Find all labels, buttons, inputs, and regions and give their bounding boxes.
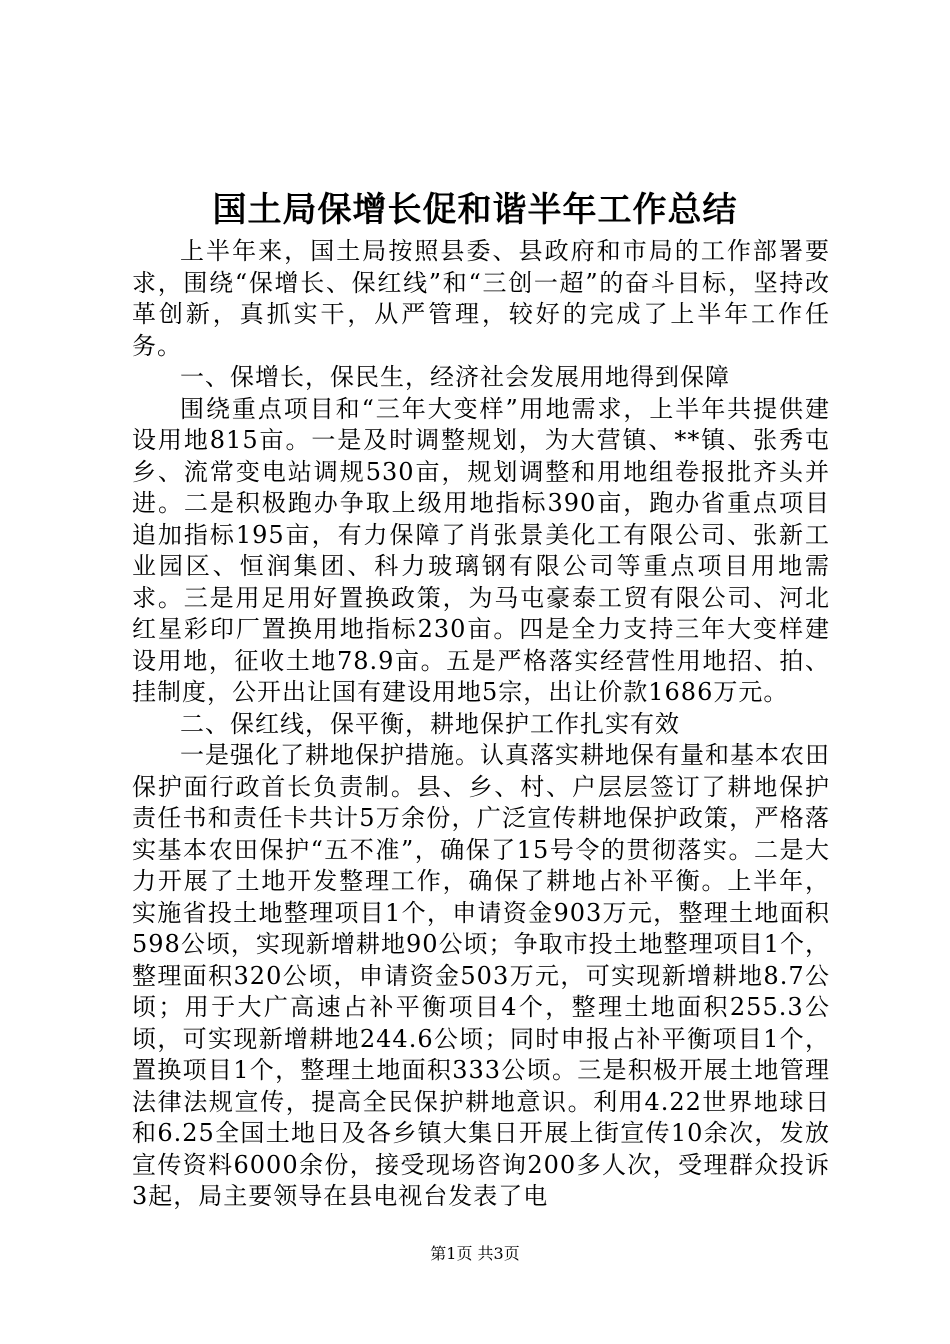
paragraph-section-1: 围绕重点项目和“三年大变样”用地需求，上半年共提供建设用地815亩。一是及时调整规划，为大营镇、**镇、张秀屯乡、流常变电站调规530亩，规划调整和用地组卷报批齐头并进。二是积极跑办争取上级用地指标390亩，跑办省重点项目追加指标195亩，有力保障了肖张景美化工有限公司、张新工业园区、恒润集团、科力玻璃钢有限公司等重点项目用地需求。三是用足用好置换政策，为马屯豪泰工贸有限公司、河北红星彩印厂置换用地指标230亩。四是全力支持三年大变样建设用地，征收土地78.9亩。五是严格落实经营性用地招、拍、挂制度，公开出让国有建设用地5宗，出让价款1686万元。 bbox=[132, 394, 830, 706]
page-footer: 第1页 共3页 bbox=[430, 1244, 520, 1263]
document-title: 国土局保增长促和谐半年工作总结 bbox=[212, 190, 738, 230]
paragraph-intro: 上半年来，国土局按照县委、县政府和市局的工作部署要求，围绕“保增长、保红线”和“三创一超”的奋斗目标，坚持改革创新，真抓实干，从严管理，较好的完成了上半年工作任务。 bbox=[132, 237, 830, 360]
paragraph-section-2: 一是强化了耕地保护措施。认真落实耕地保有量和基本农田保护面行政首长负责制。县、乡、村、户层层签订了耕地保护责任书和责任卡共计5万余份，广泛宣传耕地保护政策，严格落实基本农田保护“五不准”，确保了15号令的贯彻落实。二是大力开展了土地开发整理工作，确保了耕地占补平衡。上半年，实施省投土地整理项目1个，申请资金903万元，整理土地面积598公顷，实现新增耕地90公顷；争取市投土地整理项目1个，整理面积320公顷，申请资金503万元，可实现新增耕地8.7公顷；用于大广高速占补平衡项目4个，整理土地面积255.3公顷，可实现新增耕地244.6公顷；同时申报占补平衡项目1个，置换项目1个，整理土地面积333公顷。三是积极开展土地管理法律法规宣传，提高全民保护耕地意识。利用4.22世界地球日和6.25全国土地日及各乡镇大集日开展上街宣传10余次，发放宣传资料6000余份，接受现场咨询200多人次，受理群众投诉3起，局主要领导在县电视台发表了电 bbox=[132, 741, 830, 1210]
document-body bbox=[132, 236, 830, 1213]
section-heading-2: 二、保红线，保平衡，耕地保护工作扎实有效 bbox=[180, 709, 680, 738]
section-heading-1: 一、保增长，保民生，经济社会发展用地得到保障 bbox=[180, 363, 730, 391]
